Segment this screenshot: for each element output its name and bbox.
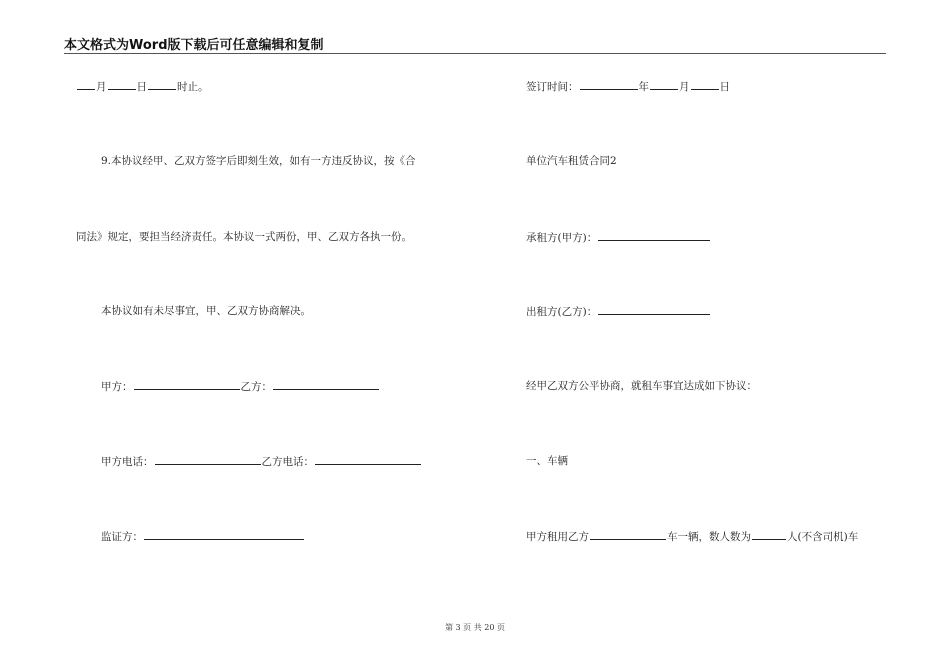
month-blank [650,79,678,90]
right-line-7 [526,529,858,544]
page-number: 第 3 页 共 20 页 [445,623,505,632]
left-line-6 [101,454,422,469]
passenger-note-label: 人(不含司机)车 [787,531,859,543]
left-line-1 [76,79,209,94]
document-header-title: 本文格式为Word版下载后可任意编辑和复制 [64,38,324,53]
rent-from-label: 甲方租用乙方 [526,531,589,543]
party-b-phone-label: 乙方电话： [261,456,314,468]
right-line-3 [526,230,711,245]
vehicle-model-blank [590,529,666,540]
right-line-1 [526,79,730,94]
blank-field [108,79,136,90]
left-line-7 [101,529,305,544]
witness-label: 监证方： [101,531,143,543]
party-b-phone-blank [315,454,421,465]
section-heading-vehicle: 一、车辆 [526,455,568,467]
year-label: 年 [638,81,649,93]
contract-title: 单位汽车租赁合同2 [526,155,617,167]
party-b-blank [273,379,379,390]
blank-field [77,79,95,90]
party-a-phone-label: 甲方电话： [101,456,154,468]
blank-field [148,79,176,90]
lessee-blank [598,230,710,241]
witness-blank [144,529,304,540]
month-label: 月 [679,81,690,93]
lessor-label: 出租方(乙方)： [526,306,598,318]
lessee-label: 承租方(甲方)： [526,232,598,244]
header-divider [64,53,886,54]
left-line-4: 本协议如有未尽事宜，甲、乙双方协商解决。 [101,305,311,317]
left-line-2: 9.本协议经甲、乙双方签字后即刻生效，如有一方违反协议，按《合 [101,155,416,167]
party-a-label: 甲方： [101,381,133,393]
right-line-4 [526,304,711,319]
passenger-count-blank [752,529,786,540]
day-blank [691,79,719,90]
left-line-5 [101,379,380,394]
right-line-5: 经甲乙双方公平协商，就租车事宜达成如下协议： [526,380,757,392]
vehicle-count-label: 车一辆，数人数为 [667,531,751,543]
lessor-blank [598,304,710,315]
party-b-label: 乙方： [240,381,272,393]
month-label: 月 [96,81,107,93]
hour-end-label: 时止。 [177,81,209,93]
sign-date-label: 签订时间： [526,81,579,93]
party-a-phone-blank [155,454,261,465]
day-label: 日 [136,81,147,93]
year-blank [580,79,638,90]
day-label: 日 [719,81,730,93]
left-line-3: 同法》规定，要担当经济责任。本协议一式两份，甲、乙双方各执一份。 [76,231,412,243]
party-a-blank [134,379,240,390]
